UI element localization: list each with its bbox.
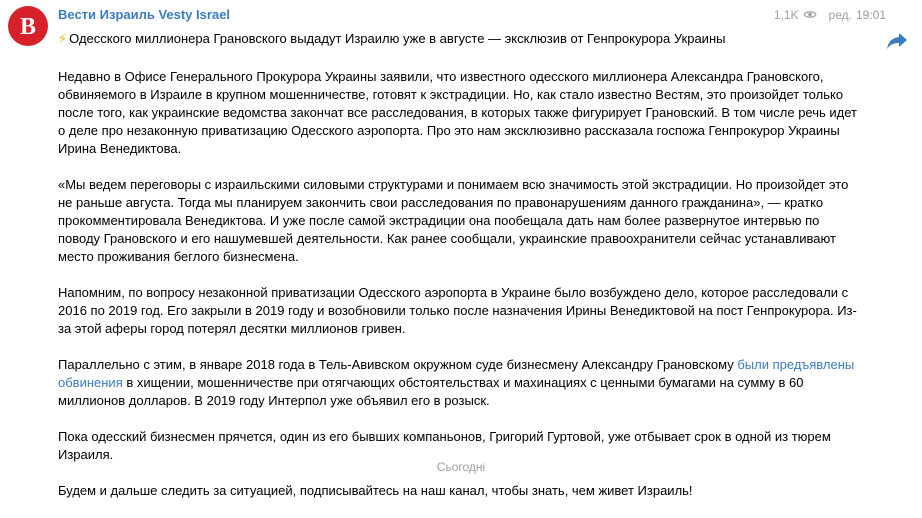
share-button[interactable] [886,32,908,50]
post-body [58,68,878,500]
svg-text:B: B [19,14,37,40]
post-header [58,4,886,24]
paragraph-6: Будем и дальше следить за ситуацией, подписывайтесь на наш канал, чтобы знать, чем живет Израиль! [58,483,693,498]
paragraph-2: «Мы ведем переговоры с израильскими силовыми структурами и понимаем всю значимость этой экстрадиции. Но произойдет это не раньше августа. Тогда мы планируем закончить свои расследования по правонарушениям данного гражданина», — кратко прокомментировала Венедиктова. И уже после самой экстрадиции она пообещала дать нам более развернутое интервью по поводу Грановского и его нашумевшей деятельности. Как ранее сообщали, украинские правоохранители сейчас устанавливают место проживания беглого бизнесмена. [58,177,849,264]
day-divider: Сьогодні [436,460,486,474]
post-time: 19:01 [855,8,886,22]
headline-text: Одесского миллионера Грановского выдадут Израилю уже в августе — эксклюзив от Генпрокурора Украины [69,31,726,46]
paragraph-1: Недавно в Офисе Генерального Прокурора Украины заявили, что известного одесского миллионера Александра Грановского, обвиняемого в Израиле в крупном мошенничестве, готовят к экстрадиции. Но, как стало известно Вестям, это произойдет только после того, как украинские ведомства закончат все расследования, в которых также фигурирует Грановский. В том числе речь идет о деле про незаконную приватизацию Одесского аэропорта. Про это нам эксклюзивно рассказала госпожа Генпрокурор Украины Ирина Венедиктова. [58,69,857,156]
channel-avatar[interactable] [8,6,48,46]
paragraph-4-start: Параллельно с этим, в январе 2018 года в Тель-Авивском окружном суде бизнесмену Александру Грановскому [58,357,738,372]
avatar-logo-icon [14,12,42,40]
post-meta [774,8,886,22]
paragraph-4-end: в хищении, мошенничестве при отягчающих обстоятельствах и махинациях с ценными бумагами на сумму в 60 миллионов долларов. В 2019 году Интерпол уже объявил его в розыск. [58,375,804,408]
post-headline [58,30,878,47]
lightning-bolt-icon: ⚡ [58,31,68,46]
channel-post [58,4,886,518]
eye-icon [803,8,817,22]
edited-label: ред. [828,8,852,22]
paragraph-4 [58,356,858,410]
paragraph-3: Напомним, по вопросу незаконной приватизации Одесского аэропорта в Украине было возбуждено дело, которое расследовали с 2016 по 2019 год. Его закрыли в 2019 году и возобновили только после назначения Ирины Венедиктовой на пост Генпрокурора. Из-за этой аферы город потерял десятки миллионов гривен. [58,285,857,336]
paragraph-5: Пока одесский бизнесмен прячется, один из его бывших компаньонов, Григорий Гуртовой, уже отбывает срок в одной из тюрем Израиля. [58,429,831,462]
share-arrow-icon [886,32,908,50]
channel-name[interactable]: Вести Израиль Vesty Israel [58,7,231,22]
views-count: 1,1K [773,8,799,22]
charges-link[interactable]: были предъявлены обвинения [58,357,855,390]
